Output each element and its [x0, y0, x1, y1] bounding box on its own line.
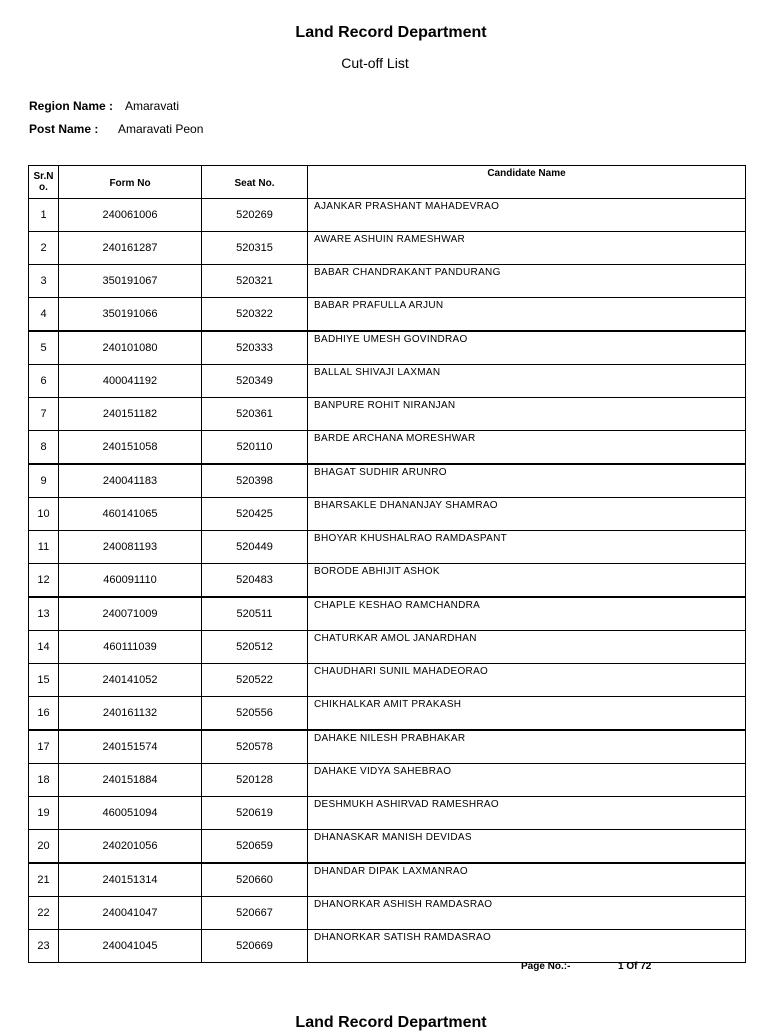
table-row: [29, 199, 746, 232]
table-row: [29, 664, 746, 697]
cell-candidate-name: DHANORKAR SATISH RAMDASRAO: [308, 930, 746, 963]
cell-seat-no: 520667: [202, 897, 308, 930]
table-row: [29, 697, 746, 731]
table-body: [29, 199, 746, 963]
column-header-form-no: Form No: [59, 166, 202, 199]
page-title: Land Record Department: [295, 24, 487, 41]
cell-candidate-name: CHATURKAR AMOL JANARDHAN: [308, 631, 746, 664]
cell-candidate-name: BANPURE ROHIT NIRANJAN: [308, 398, 746, 431]
page-number-label: Page No.:-: [521, 961, 571, 972]
cell-form-no: 400041192: [59, 365, 202, 398]
cell-form-no: 240041047: [59, 897, 202, 930]
region-label: Region Name :: [29, 99, 114, 113]
cell-form-no: 240041045: [59, 930, 202, 963]
cell-seat-no: 520659: [202, 830, 308, 864]
table-row: [29, 930, 746, 963]
cell-sr-no: 13: [29, 597, 59, 631]
cell-form-no: 240151884: [59, 764, 202, 797]
cell-form-no: 240141052: [59, 664, 202, 697]
cell-sr-no: 15: [29, 664, 59, 697]
cell-sr-no: 21: [29, 863, 59, 897]
cell-sr-no: 23: [29, 930, 59, 963]
cell-form-no: 460141065: [59, 498, 202, 531]
cell-candidate-name: BORODE ABHIJIT ASHOK: [308, 564, 746, 598]
cell-seat-no: 520321: [202, 265, 308, 298]
cell-form-no: 240151058: [59, 431, 202, 465]
cell-form-no: 460111039: [59, 631, 202, 664]
cell-candidate-name: DESHMUKH ASHIRVAD RAMESHRAO: [308, 797, 746, 830]
cell-sr-no: 9: [29, 464, 59, 498]
cell-candidate-name: DHANDAR DIPAK LAXMANRAO: [308, 863, 746, 897]
cell-sr-no: 18: [29, 764, 59, 797]
table-row: [29, 331, 746, 365]
cell-seat-no: 520449: [202, 531, 308, 564]
cell-seat-no: 520322: [202, 298, 308, 332]
cell-candidate-name: BHARSAKLE DHANANJAY SHAMRAO: [308, 498, 746, 531]
cell-candidate-name: CHAUDHARI SUNIL MAHADEORAO: [308, 664, 746, 697]
cell-sr-no: 14: [29, 631, 59, 664]
cell-form-no: 240071009: [59, 597, 202, 631]
region-value: Amaravati: [125, 99, 180, 113]
cell-seat-no: 520333: [202, 331, 308, 365]
cell-candidate-name: DAHAKE VIDYA SAHEBRAO: [308, 764, 746, 797]
cell-sr-no: 12: [29, 564, 59, 598]
cell-seat-no: 520110: [202, 431, 308, 465]
cell-form-no: 240081193: [59, 531, 202, 564]
cell-candidate-name: CHIKHALKAR AMIT PRAKASH: [308, 697, 746, 731]
cell-form-no: 240151182: [59, 398, 202, 431]
cell-seat-no: 520349: [202, 365, 308, 398]
cell-sr-no: 5: [29, 331, 59, 365]
table-row: [29, 531, 746, 564]
cell-form-no: 240101080: [59, 331, 202, 365]
table-row: [29, 897, 746, 930]
cell-seat-no: 520522: [202, 664, 308, 697]
table-row: [29, 830, 746, 864]
table-row: [29, 265, 746, 298]
cell-candidate-name: DHANORKAR ASHISH RAMDASRAO: [308, 897, 746, 930]
page-number: [521, 961, 651, 972]
cell-seat-no: 520128: [202, 764, 308, 797]
cell-seat-no: 520269: [202, 199, 308, 232]
column-header-sr-no: Sr.N o.: [29, 166, 59, 199]
table-row: [29, 764, 746, 797]
table-row: [29, 797, 746, 830]
cell-candidate-name: BHOYAR KHUSHALRAO RAMDASPANT: [308, 531, 746, 564]
cell-candidate-name: AWARE ASHUIN RAMESHWAR: [308, 232, 746, 265]
table-row: [29, 232, 746, 265]
cell-candidate-name: BARDE ARCHANA MORESHWAR: [308, 431, 746, 465]
cell-form-no: 240151574: [59, 730, 202, 764]
column-header-seat-no: Seat No.: [202, 166, 308, 199]
cell-candidate-name: BABAR CHANDRAKANT PANDURANG: [308, 265, 746, 298]
cell-seat-no: 520425: [202, 498, 308, 531]
cell-seat-no: 520660: [202, 863, 308, 897]
cell-sr-no: 11: [29, 531, 59, 564]
cell-candidate-name: CHAPLE KESHAO RAMCHANDRA: [308, 597, 746, 631]
table-row: [29, 498, 746, 531]
table-row: [29, 298, 746, 332]
cell-seat-no: 520619: [202, 797, 308, 830]
next-page-title: Land Record Department: [295, 1014, 487, 1031]
table-row: [29, 431, 746, 465]
cell-sr-no: 6: [29, 365, 59, 398]
page-subtitle: Cut-off List: [341, 55, 409, 71]
cell-sr-no: 16: [29, 697, 59, 731]
cell-candidate-name: DHANASKAR MANISH DEVIDAS: [308, 830, 746, 864]
table-row: [29, 863, 746, 897]
cell-seat-no: 520511: [202, 597, 308, 631]
cell-form-no: 240161132: [59, 697, 202, 731]
cell-form-no: 350191067: [59, 265, 202, 298]
cell-seat-no: 520315: [202, 232, 308, 265]
cell-seat-no: 520483: [202, 564, 308, 598]
region-info: [29, 99, 179, 113]
page-number-value: 1 Of 72: [618, 961, 652, 972]
cell-candidate-name: AJANKAR PRASHANT MAHADEVRAO: [308, 199, 746, 232]
cell-sr-no: 2: [29, 232, 59, 265]
cell-seat-no: 520512: [202, 631, 308, 664]
cell-candidate-name: BALLAL SHIVAJI LAXMAN: [308, 365, 746, 398]
cell-form-no: 350191066: [59, 298, 202, 332]
post-value: Amaravati Peon: [118, 122, 204, 136]
cell-form-no: 240151314: [59, 863, 202, 897]
table-row: [29, 631, 746, 664]
cell-sr-no: 1: [29, 199, 59, 232]
cell-form-no: 240061006: [59, 199, 202, 232]
cell-sr-no: 4: [29, 298, 59, 332]
cell-sr-no: 10: [29, 498, 59, 531]
cell-form-no: 240041183: [59, 464, 202, 498]
table-row: [29, 597, 746, 631]
cell-sr-no: 22: [29, 897, 59, 930]
cell-candidate-name: BHAGAT SUDHIR ARUNRO: [308, 464, 746, 498]
table-row: [29, 365, 746, 398]
cell-form-no: 460091110: [59, 564, 202, 598]
table-row: [29, 730, 746, 764]
cell-sr-no: 20: [29, 830, 59, 864]
cell-form-no: 240161287: [59, 232, 202, 265]
cutoff-table: [28, 165, 746, 963]
cell-candidate-name: BABAR PRAFULLA ARJUN: [308, 298, 746, 332]
cell-sr-no: 19: [29, 797, 59, 830]
cell-form-no: 460051094: [59, 797, 202, 830]
table-row: [29, 564, 746, 598]
cell-sr-no: 8: [29, 431, 59, 465]
cell-seat-no: 520578: [202, 730, 308, 764]
cell-form-no: 240201056: [59, 830, 202, 864]
cell-seat-no: 520556: [202, 697, 308, 731]
cell-seat-no: 520669: [202, 930, 308, 963]
table-header-row: [29, 166, 746, 199]
cell-sr-no: 17: [29, 730, 59, 764]
post-label: Post Name :: [29, 122, 99, 136]
cell-sr-no: 7: [29, 398, 59, 431]
cell-candidate-name: DAHAKE NILESH PRABHAKAR: [308, 730, 746, 764]
cell-sr-no: 3: [29, 265, 59, 298]
cell-seat-no: 520398: [202, 464, 308, 498]
cell-seat-no: 520361: [202, 398, 308, 431]
column-header-candidate-name: Candidate Name: [308, 166, 746, 199]
post-info: [29, 122, 203, 136]
cell-candidate-name: BADHIYE UMESH GOVINDRAO: [308, 331, 746, 365]
table-row: [29, 464, 746, 498]
table-row: [29, 398, 746, 431]
